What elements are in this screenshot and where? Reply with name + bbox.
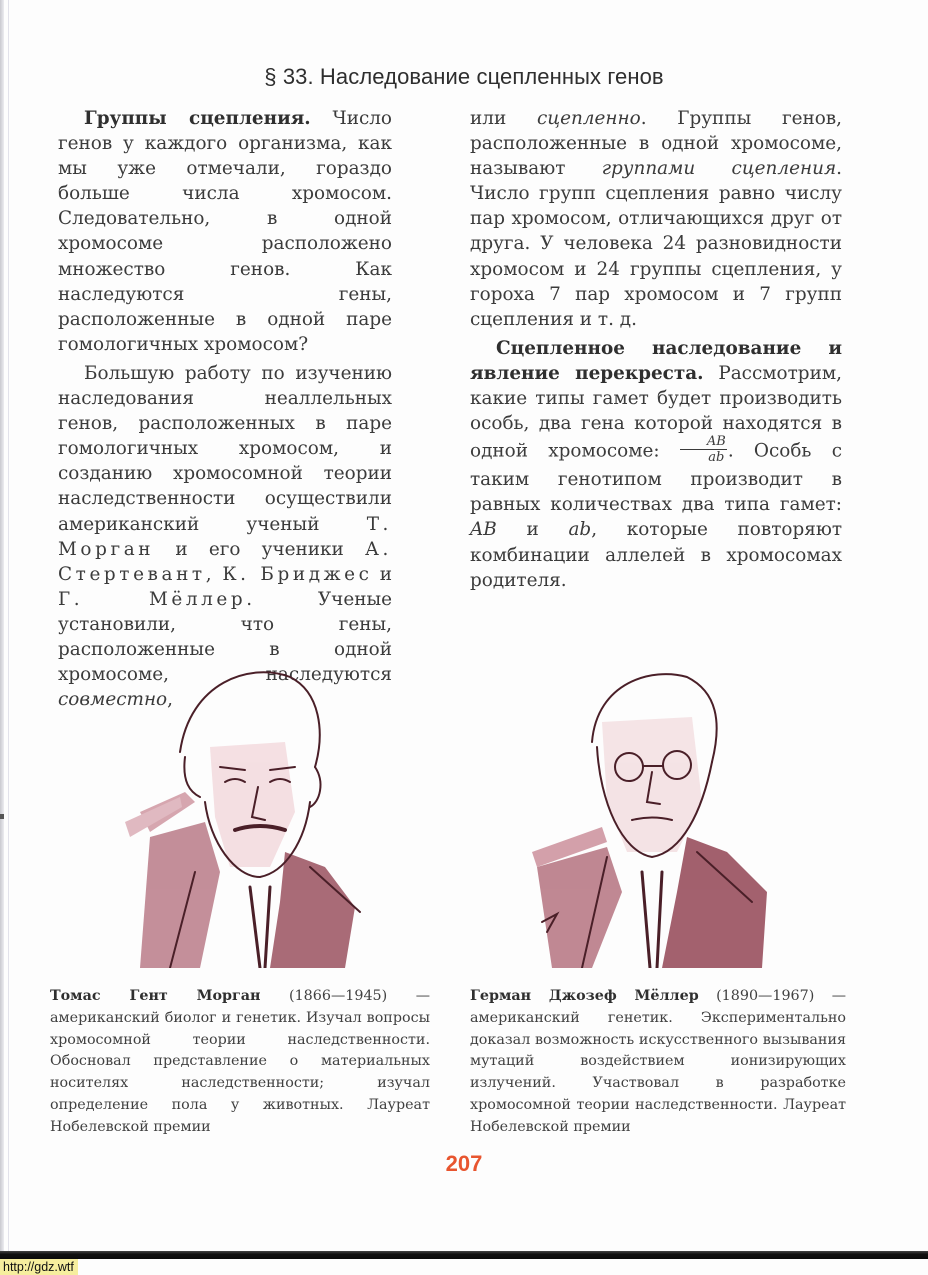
- paragraph-crossing-over: [470, 336, 842, 593]
- name-bridges: К. Бриджес: [222, 563, 373, 585]
- jacket-left: [537, 847, 622, 968]
- genotype-fraction: [680, 434, 727, 465]
- tie: [642, 872, 650, 968]
- fraction-denominator: ab: [708, 450, 725, 466]
- paragraph-text: Рассмотрим, какие типы гамет будет производить особь, два гена которой находятся в одной хромосоме:: [470, 362, 842, 462]
- paragraph-text: Большую работу по изучению наследования неаллельных генов, расположенных в паре гомологичных хромосом, и созданию хромосомной теории наследственности осуществили американский ученый: [58, 362, 392, 535]
- portrait-muller-wash: [532, 717, 767, 968]
- page-left-edge: [0, 0, 4, 1251]
- tie: [250, 887, 260, 968]
- face-shade: [210, 742, 295, 867]
- name-morgan: Т. Морган: [58, 513, 392, 560]
- caption-text: (1890—1967) — американский генетик. Экспериментально доказал возможность искусственного вызывания мутаций воздействием ионизирующих излучений. Участвовал в разработке хромосомной теории наследственности. Лауреат Нобелевской премии: [470, 988, 846, 1135]
- scan-margin-mark: [0, 814, 4, 819]
- paragraph-text: и: [372, 563, 392, 585]
- caption-name: Томас Гент Морган: [50, 988, 261, 1004]
- paragraph-text: и: [496, 519, 569, 541]
- caption-name: Герман Джозеф Мёллер: [470, 988, 699, 1004]
- page-gutter-line: [8, 0, 9, 1251]
- ear-right: [310, 767, 320, 807]
- paragraph-text: . Группы генов, расположенные в одной хромосоме, называют: [470, 108, 842, 180]
- name-sturtevant: А. Стертевант,: [58, 538, 392, 585]
- ear-left: [184, 757, 200, 797]
- scan-bottom-bar: [0, 1251, 928, 1259]
- text-column-left: [58, 106, 392, 712]
- paragraph-linkage-groups: [58, 106, 392, 357]
- portrait-morgan: [110, 652, 380, 968]
- watermark-link[interactable]: http://gdz.wtf: [0, 1259, 78, 1275]
- paragraph-text: или: [470, 108, 537, 129]
- name-muller: Г. Мёллер.: [58, 588, 256, 610]
- fraction-numerator: AB: [680, 434, 727, 450]
- paragraph-text: . Особь с таким генотипом производит в равных количествах два типа гамет:: [470, 440, 843, 516]
- paragraph-text: Число генов у каждого организма, как мы уже отмечали, гораздо больше числа хромосом. Следовательно, в одной хромосоме расположено множество генов. Как наследуются гены, расположенные в одной паре гомологичных хромосом?: [58, 108, 393, 355]
- punctuation: ,: [167, 689, 173, 711]
- paragraph-linkage-continued: [470, 106, 842, 332]
- paragraph-text: и его ученики: [154, 538, 366, 560]
- gamete-ab-upper: AB: [470, 519, 497, 541]
- paragraph-text: , которые повторяют комбинации аллелей в хромосомах родителя.: [470, 519, 842, 591]
- paragraph-text: Ученые установили, что гены, расположенные в одной хромосоме, наследуются: [58, 588, 392, 686]
- portrait-muller: [512, 652, 772, 968]
- tie: [657, 872, 662, 968]
- caption-morgan: [50, 986, 430, 1139]
- paragraph-text: . Число групп сцепления равно числу пар хромосом, отличающихся друг от друга. У человека 24 разновидности хромосом и 24 группы сцепления, у гороха 7 пар хромосом и 7 групп сцепления и т. д.: [470, 158, 842, 330]
- portrait-morgan-wash: [125, 742, 355, 968]
- paragraph-heading: Группы сцепления.: [84, 108, 311, 129]
- emphasis-jointly: совместно: [58, 689, 168, 711]
- tie: [265, 887, 270, 968]
- section-title: § 33. Наследование сцепленных генов: [264, 64, 664, 89]
- gamete-ab-lower: ab: [568, 519, 592, 541]
- emphasis-linked: сцепленно: [536, 108, 641, 129]
- paragraph-heading: Сцепленное наследование и явление перекреста.: [470, 337, 842, 384]
- jacket-left: [140, 822, 220, 968]
- caption-text: (1866—1945) — американский биолог и генетик. Изучал вопросы хромосомной теории наследственности. Обосновал представление о материальных носителях наследственности; изучал определение пола у животных. Лауреат Нобелевской премии: [50, 988, 431, 1135]
- text-column-right: [470, 106, 842, 593]
- caption-muller: [470, 986, 846, 1139]
- page-number: 207: [445, 1151, 483, 1176]
- emphasis-linkage-groups: группами сцепления: [601, 158, 837, 180]
